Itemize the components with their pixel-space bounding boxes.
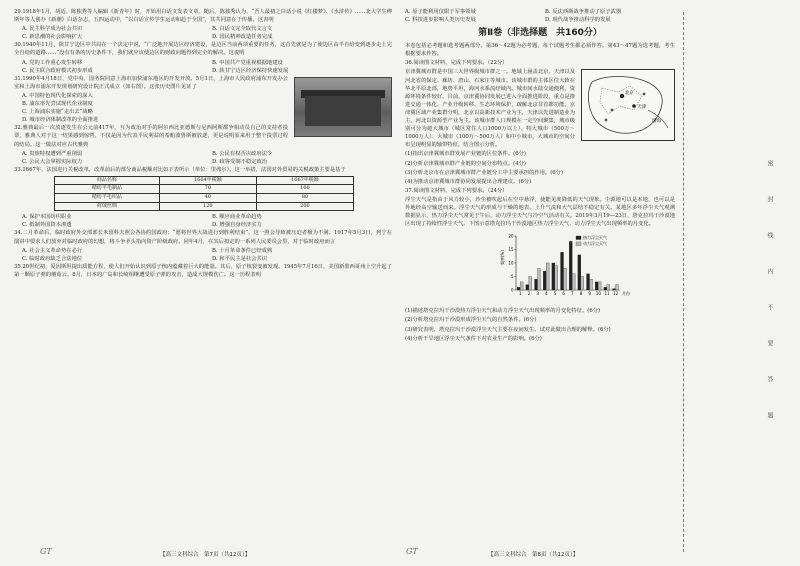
option-d: D. 陕甘宁边区经济保持快速发展: [212, 67, 289, 74]
section-title: 第Ⅱ卷（非选择题 共160分）: [478, 28, 602, 39]
subquestion: (2)分析塔克拉玛干沙漠形成浮尘天气的自然条件。(6分): [405, 317, 537, 324]
question-37-stem: 37.阅读图文材料，完成下列要求。（24分）: [405, 187, 508, 194]
tianjin-marker: [632, 105, 636, 109]
option-a: A. 中国特色现代化探索的深入: [22, 92, 93, 99]
option-b: B. 顺应商业革命趋势: [212, 214, 262, 221]
bar-thermal: [526, 285, 529, 290]
bar-thermal: [561, 252, 564, 290]
question-30: 30.1940年11月，陕甘宁边区中共局在一个决定中说，“广泛地开展边区经济建设，是边区当前两项重要的任务，这首先就是为了使边区由半自给变到逐步走上完全自给的道路……”没有有条的历史条件下，我们就应该使边区的财政问题得到完全的解决。这说明: [14, 42, 392, 57]
bar-dynamic: [537, 269, 540, 291]
question-35: 35.20世纪初，爱因斯坦提出质能方程，使人们开始认识到原子核内蕴藏着巨大的能量。其后，原子核裂变被发现。1945年7月16日，美国新墨西哥州上空升起了第一颗原子弹的蘑菇云。8月，日本的广岛和长崎相继遭受原子弹的攻击，造成大规模伤亡。这一历程表明: [14, 263, 392, 278]
publisher-logo: GT: [40, 547, 52, 556]
x-tick-label: 4: [545, 291, 548, 297]
option-b: B. 反法西斯战争推动了原子武器: [545, 9, 622, 15]
x-tick-label: 7: [571, 291, 574, 297]
seal-line-notice: 密 封 线 内 不 要 答 题: [766, 160, 773, 430]
bar-dynamic: [520, 282, 523, 290]
options-31: [14, 92, 288, 124]
table-row: 精纺羊毛制品 70 100: [55, 185, 354, 194]
x-tick-label: 12: [613, 291, 619, 297]
dust-frequency-chart: [500, 230, 675, 305]
option-a: A. 保护本国纺织职业: [22, 214, 72, 221]
map-label-beijing: 北京: [625, 91, 634, 97]
subquestion: (1)指出京津冀城市群发展产业链的区位条件。(6分): [405, 151, 526, 158]
option-a: A. 社会主义革命势在必行: [22, 247, 83, 254]
right-page: [405, 8, 675, 344]
x-tick-label: 10: [595, 291, 601, 297]
bar-dynamic: [572, 274, 575, 290]
bar-thermal: [543, 271, 546, 290]
question-31: 31.1990年4月18日，党中央、国务院同意上海市加快浦东地区的开发开放。5月1日，上海市人民政府浦东开发办公室和上海市浦东开发规划研究设计院正式成立（如右图）。这张历史图片见证了: [14, 75, 392, 91]
subquestion: (4)分析干旱地区浮尘天气条件下对农业生产的影响。(6分): [405, 335, 542, 342]
option-c: C. 公民大会掌握实际权力: [22, 158, 83, 165]
options-30: [14, 59, 392, 75]
bar-thermal: [578, 255, 581, 290]
option-c: C. 上海浦东实施“走出去”战略: [22, 109, 93, 116]
bar-thermal: [595, 282, 598, 290]
option-b: B. 十月革命条件已经成熟: [212, 247, 273, 254]
option-d: D. 城市经济体制改革的全面推进: [22, 117, 99, 124]
x-tick-label: 8: [579, 291, 583, 297]
question-36: 北京 天津 渤海 京津冀城市群是中国三大世界级城市群之一。地域上涵盖北京、天津以及河北省的保定、廊坊、唐山、石家庄等城市。该城市群的主体区位大致在华北平原北部，地势平坦，海河水系流经域内。城市间水陆交通便利，资源环境条件较好。目前，京津冀协同发展已进入全面推进阶段，重点是推进交通一体化、产业升级转移、生态环境保护，疏解北京非首都功能。京津冀区域产业集群分明，北京以高新技术产业为主，天津以先进制造业为主，河北以资源型产业为主。该城市群人口规模在一定空间聚集，城市级别可分为超大城市（城区常住人口1000万以上）、特大城市（500万～1000万人）、大城市（100万～500万人）和中小城市，大城市的空间分布呈现明显的轴带特征，结合图示分析。: [405, 68, 675, 149]
option-b: B. 浦东率先尝试现代企业制度: [22, 101, 93, 108]
bar-thermal: [613, 289, 616, 290]
y-tick-label: 10: [508, 260, 514, 266]
bar-dynamic: [555, 266, 558, 290]
option-d: D. 国民精神改造任务完成: [212, 34, 273, 41]
option-a: A. 民主科学成为社会共识: [22, 26, 83, 33]
publisher-logo: GT: [406, 547, 418, 556]
bar-dynamic: [546, 263, 549, 290]
table-row: 荷绒丝绸 120 200: [55, 202, 354, 211]
bar-thermal: [535, 279, 538, 290]
option-b: B. 白话文完全取代文言文: [212, 26, 273, 33]
option-d: D. 政客受制不稳定政治: [212, 158, 268, 165]
subquestion: (4)为推动京津冀城市群协同发展提出合理建议。(6分): [405, 178, 532, 185]
section-note: 本卷包括必考题和选考题两部分。第36～42题为必考题，每个试题考生都必须作答。第43～47题为选考题，考生根据要求作答。: [405, 43, 675, 58]
binding-margin: [690, 12, 794, 552]
question-37: 浮尘天气是指由于风力较小，沙尘被吹起后在空中悬浮，使能见度降低的天气现象。尘源地可以是本地，也可以是外地经高空输送而来。浮尘天气的形成与干燥的地表、上升气流和大气层结不稳定有关。某地区多年浮尘天气观测数据显示，热力浮尘天气常见于午后，动力浮尘天气与冷空气活动有关。2019年3月19—23日，塔克拉玛干沙漠地区出现了持续性浮尘天气。下图示意塔克拉玛干沙漠地区热力浮尘天气、动力浮尘天气出现频率的月变化。: [405, 196, 675, 228]
page-footer-right: 【高三文科综合 第8页（共12页）】: [488, 552, 579, 558]
y-axis-label: 频率(%): [500, 250, 505, 266]
historical-photo: [294, 77, 392, 137]
bar-dynamic: [598, 282, 601, 290]
legend-label: 热力浮尘天气: [583, 235, 607, 241]
y-tick-label: 0: [510, 287, 514, 293]
option-c: C. 民主联合政府模式初步形成: [22, 67, 93, 74]
bar-thermal: [517, 288, 520, 291]
y-tick-label: 5: [510, 274, 514, 280]
option-c: C. 临时政府缺乏合法地位: [22, 255, 83, 262]
bar-thermal: [552, 263, 555, 290]
x-axis-label: 月份: [622, 291, 630, 297]
subquestion: (3)研究表明，塔克拉玛干沙漠浮尘天气主要在夜间发生。试对此做出合理的解释。(6分): [405, 326, 611, 333]
table-row: 精纺羊毛织品 40 80: [55, 194, 354, 203]
bar-dynamic: [529, 277, 532, 291]
option-d: D. 增强自身经济实力: [212, 222, 262, 229]
option-d: D. 现代战争推动科学的发展: [545, 17, 611, 24]
subquestion: (3)分析北京市在京津冀城市群产业链分工中主要承担的作用。(6分): [405, 169, 564, 176]
subquestion: (1)描述塔克拉玛干沙漠热力浮尘天气和动力浮尘天气出现频率的月变化特征。(6分): [405, 308, 601, 315]
x-tick-label: 5: [553, 291, 557, 297]
options-34: [14, 247, 392, 263]
question-32: 32.雅典最后一次放逐发生在公元前417年，互为政治对手的阿尔西比亚德斯与尼西阿斯都争相动员自己的支持者投票，雅典人对于这一结果感到惊愕，不仅是因为代表平民利益的希帕波鲁斯被放逐，更是说明原来用于整个投票过程的结局。这一做法对应古代雅典: [14, 125, 288, 148]
bar-dynamic: [589, 279, 592, 290]
beijing-marker: [620, 94, 624, 98]
seal-line: [683, 12, 684, 552]
option-a: A. 原子能利用仅限于军事领域: [405, 9, 476, 15]
option-b: B. 中国共产党重视根据地建设: [212, 59, 283, 66]
bar-thermal: [604, 288, 607, 291]
options-32: [14, 150, 392, 166]
option-a: A. 贵族特权遭到严重削弱: [22, 150, 83, 157]
bar-thermal: [587, 274, 590, 290]
options-33: [14, 213, 392, 229]
x-tick-label: 11: [604, 291, 610, 297]
bar-dynamic: [615, 285, 618, 290]
question-36-stem: 36.阅读图文材料，完成下列要求。（22分）: [405, 60, 508, 67]
options-35: [405, 8, 675, 24]
chart-svg: [500, 230, 630, 302]
table-header-row: 商品名称 1664年税额 1667年税额: [55, 176, 354, 185]
bar-dynamic: [581, 277, 584, 291]
tax-table: [54, 176, 354, 211]
y-tick-label: 20: [508, 233, 514, 239]
x-tick-label: 2: [527, 291, 531, 297]
option-a: A. 党的工作重心发生转移: [22, 59, 83, 66]
left-page: [14, 8, 392, 280]
question-34: 34.二月革命后，临时政府外交部部长米留科夫照会各协约国政府：“愿将世界大战进行到胜利结束”，这一照会导致被压迫者极为不满。1917年5月3日，列宁在演讲中要求人们放弃对临时政府的幻想，将斗争矛头指向资产阶级政府。同年4月，在其后拟定的一系列人民委员会里，对于临时政府而言: [14, 230, 392, 245]
region-map: [581, 69, 675, 141]
option-c: C. 新思潮的社会影响扩大: [22, 34, 83, 41]
y-tick-label: 15: [508, 247, 514, 253]
option-b: B. 公民有权否决政府法令: [212, 150, 273, 157]
legend-swatch: [576, 236, 581, 240]
map-label-sea: 渤海: [652, 119, 661, 125]
subquestion: (2)分析京津冀城市群产业链的空间分布特点。(4分): [405, 160, 526, 167]
x-tick-label: 6: [562, 291, 565, 297]
bar-dynamic: [563, 269, 566, 291]
x-tick-label: 9: [588, 291, 591, 297]
x-tick-label: 3: [536, 291, 539, 297]
options-29: [14, 25, 392, 41]
question-33: 33.1667年，法国进行关税改革，改革前后的部分商品税额对比如下表所示（单位：里弗尔）。这一举措，法国对外贸易的关税政策主要是基于: [14, 166, 346, 173]
bar-dynamic: [607, 285, 610, 290]
page-footer-left: 【高三文科综合 第7页（共12页）】: [160, 552, 251, 558]
option-c: C. 科技进步影响人类历史发展: [405, 17, 476, 24]
legend-label: 动力浮尘天气: [583, 241, 607, 247]
legend-swatch: [576, 242, 581, 246]
map-label-tianjin: 天津: [637, 105, 646, 111]
option-d: D. 和平民主是社会共识: [212, 255, 268, 262]
map-drawing: [582, 70, 674, 140]
bar-thermal: [569, 242, 572, 291]
x-tick-label: 1: [519, 291, 522, 297]
question-29: 29.1918年1月，胡适、陈独秀等人编辑《新青年》时，开始用白话文发表文章、随后，陈独秀认为，“吾人最初之白话小说《红楼梦》、《水浒传》……北大学生傅斯年等人创办《新潮》白话杂志，五四运动中，“以白话宣传学生运动和趋于全国”，其共同意在于传播。这表明: [14, 9, 392, 24]
option-c: C. 抵制外国资本渗透: [22, 222, 72, 229]
